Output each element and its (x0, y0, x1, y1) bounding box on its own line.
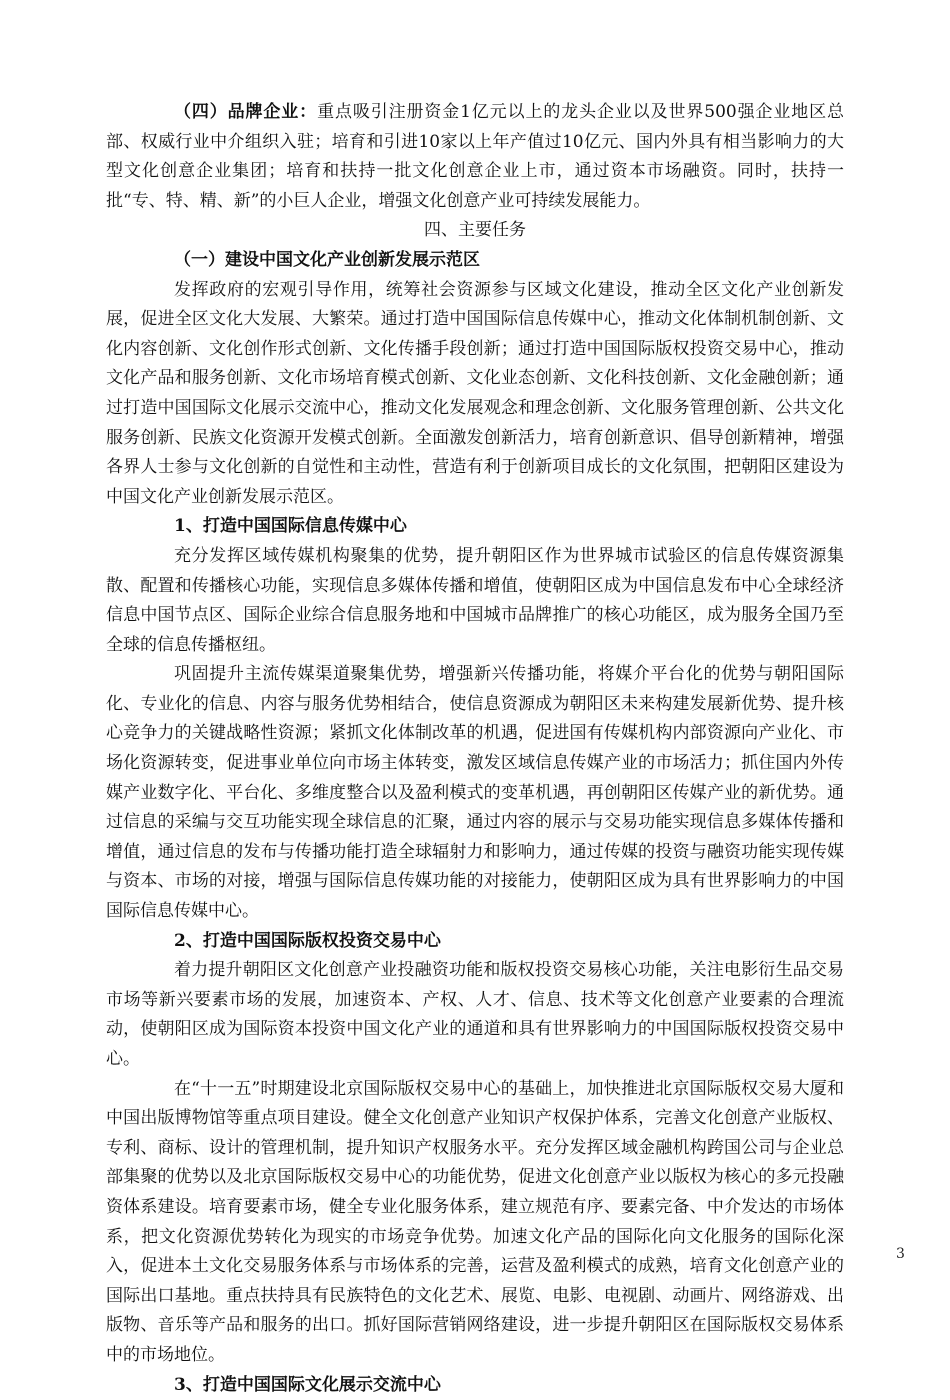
item-3-title: 3、打造中国国际文化展示交流中心 (174, 1374, 441, 1395)
item-2-paragraph-2: 在“十一五”时期建设北京国际版权交易中心的基础上，加快推进北京国际版权交易大厦和中国出版博物馆等重点项目建设。健全文化创意产业知识产权保护体系，完善文化创意产业版权、专利、商标、设计的管理机制，提升知识产权服务水平。充分发挥区域金融机构跨国公司与企业总部集聚的优势以及北京国际版权交易中心的功能优势，促进文化创意产业以版权为核心的多元投融资体系建设。培育要素市场，健全专业化服务体系，建立规范有序、要素完备、中介发达的市场体系，把文化资源优势转化为现实的市场竞争优势。加速文化产品的国际化向文化服务的国际化深入，促进本土文化交易服务体系与市场体系的完善，运营及盈利模式的成熟，培育文化创意产业的国际出口基地。重点扶持具有民族特色的文化艺术、展览、电影、电视剧、动画片、网络游戏、出版物、音乐等产品和服务的出口。抓好国际营销网络建设，进一步提升朝阳区在国际版权交易体系中的市场地位。 (106, 1078, 844, 1365)
item-1-paragraph-1: 充分发挥区域传媒机构聚集的优势，提升朝阳区作为世界城市试验区的信息传媒资源集散、配置和传播核心功能，实现信息多媒体传播和增值，使朝阳区成为中国信息发布中心全球经济信息中国节点区、国际企业综合信息服务地和中国城市品牌推广的核心功能区，成为服务全国乃至全球的信息传播枢纽。 (106, 545, 844, 655)
document-body (106, 98, 844, 1400)
brand-enterprise-label: （四）品牌企业： (174, 102, 318, 122)
item-2-title: 2、打造中国国际版权投资交易中心 (174, 930, 441, 951)
item-1-title: 1、打造中国国际信息传媒中心 (174, 516, 407, 537)
brand-enterprise-paragraph (106, 98, 844, 216)
page-number: 3 (896, 1246, 905, 1262)
subsection-1-title: （一）建设中国文化产业创新发展示范区 (174, 249, 480, 270)
brand-enterprise-text: 重点吸引注册资金1亿元以上的龙头企业以及世界500强企业地区总部、权威行业中介组织入驻；培育和引进10家以上年产值过10亿元、国内外具有相当影响力的大型文化创意企业集团；培育和扶持一批文化创意企业上市，通过资本市场融资。同时，扶持一批“专、特、精、新”的小巨人企业，增强文化创意产业可持续发展能力。 (106, 102, 845, 211)
item-2-paragraph-1: 着力提升朝阳区文化创意产业投融资功能和版权投资交易核心功能，关注电影衍生品交易市场等新兴要素市场的发展，加速资本、产权、人才、信息、技术等文化创意产业要素的合理流动，使朝阳区成为国际资本投资中国文化产业的通道和具有世界影响力的中国国际版权投资交易中心。 (106, 960, 844, 1069)
section-title: 四、主要任务 (424, 220, 526, 241)
item-1-paragraph-2: 巩固提升主流传媒渠道聚集优势，增强新兴传播功能，将媒介平台化的优势与朝阳国际化、专业化的信息、内容与服务优势相结合，使信息资源成为朝阳区未来构建发展新优势、提升核心竞争力的关键战略性资源；紧抓文化体制改革的机遇，促进国有传媒机构内部资源向产业化、市场化资源转变，促进事业单位向市场主体转变，激发区域信息传媒产业的市场活力；抓住国内外传媒产业数字化、平台化、多维度整合以及盈利模式的变革机遇，再创朝阳区传媒产业的新优势。通过信息的采编与交互功能实现全球信息的汇聚，通过内容的展示与交易功能实现信息多媒体传播和增值，通过信息的发布与传播功能打造全球辐射力和影响力，通过传媒的投资与融资功能实现传媒与资本、市场的对接，增强与国际信息传媒功能的对接能力，使朝阳区成为具有世界影响力的中国国际信息传媒中心。 (106, 664, 844, 922)
subsection-1-paragraph: 发挥政府的宏观引导作用，统筹社会资源参与区域文化建设，推动全区文化产业创新发展，促进全区文化大发展、大繁荣。通过打造中国国际信息传媒中心，推动文化体制机制创新、文化内容创新、文化创作形式创新、文化传播手段创新；通过打造中国国际版权投资交易中心，推动文化产品和服务创新、文化市场培育模式创新、文化业态创新、文化科技创新、文化金融创新；通过打造中国国际文化展示交流中心，推动文化发展观念和理念创新、文化服务管理创新、公共文化服务创新、民族文化资源开发模式创新。全面激发创新活力，培育创新意识、倡导创新精神，增强各界人士参与文化创新的自觉性和主动性，营造有利于创新项目成长的文化氛围，把朝阳区建设为中国文化产业创新发展示范区。 (106, 279, 844, 507)
